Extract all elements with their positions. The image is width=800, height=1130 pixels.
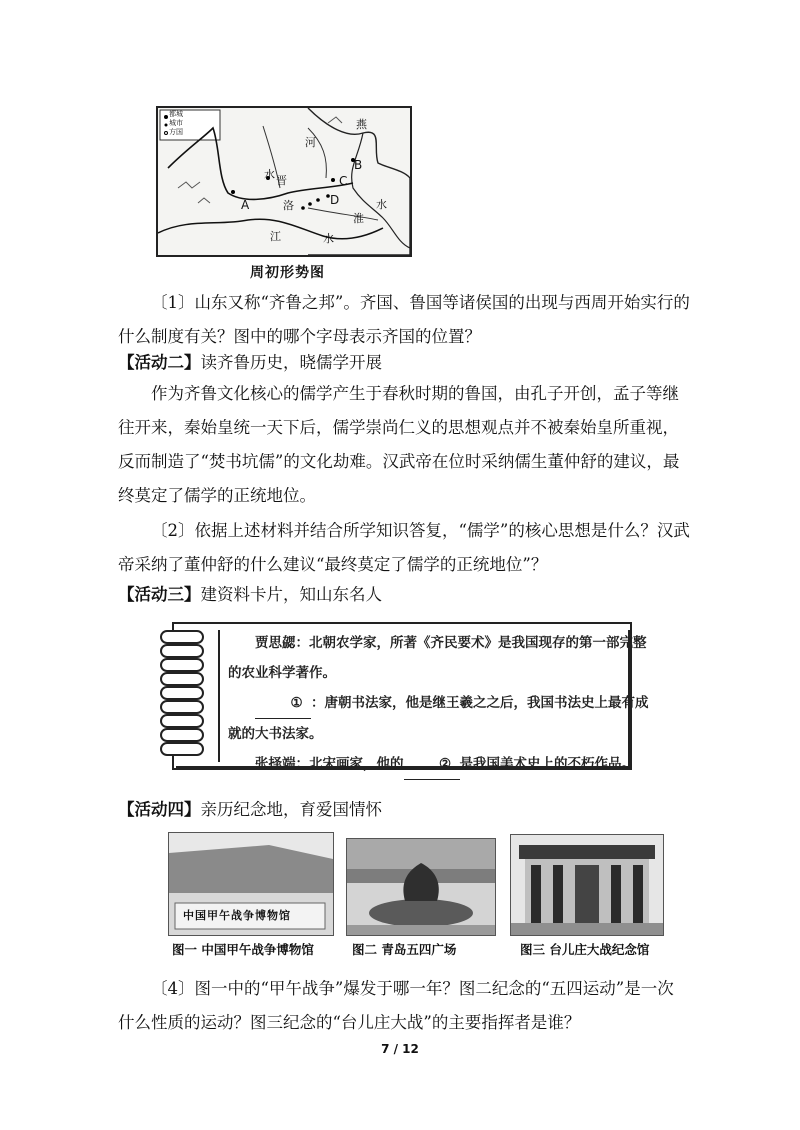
activity-3-heading [118, 581, 382, 605]
card-entry-tang [228, 688, 658, 749]
card-entry-tang-text: ：唐朝书法家，他是继王羲之之后，我国书法史上最有成就的大书法家。 [228, 695, 649, 742]
map-letter-c: C [339, 174, 348, 188]
activity-2-heading [118, 349, 382, 373]
ring-5 [160, 686, 204, 700]
map-legend-2: 城市 [169, 119, 183, 127]
ring-9 [160, 742, 204, 756]
map-label-he: 河 [305, 136, 316, 149]
map-label-shui2: 水 [323, 232, 334, 245]
ring-6 [160, 700, 204, 714]
activity-4-title: 亲历纪念地，育爱国情怀 [200, 800, 382, 819]
photo-2-caption: 图二 青岛五四广场 [352, 942, 457, 957]
blank-1[interactable]: ① [255, 688, 311, 719]
photo-1-caption: 图一 中国甲午战争博物馆 [172, 942, 314, 957]
photo-may-fourth-square [346, 838, 496, 936]
ring-2 [160, 644, 204, 658]
map-label-huai: 淮 [353, 212, 364, 225]
question-4: 〔4〕图一中的“甲午战争”爆发于哪一年？图二纪念的“五四运动”是一次什么性质的运动？图三纪念的“台儿庄大战”的主要指挥者是谁？ [118, 979, 674, 1032]
ring-7 [160, 714, 204, 728]
map-label-shui: 水 [264, 168, 275, 181]
map-label-yan: 燕 [356, 118, 367, 131]
photo-taierzhuang-memorial [510, 834, 664, 936]
photo-3-caption: 图三 台儿庄大战纪念馆 [520, 942, 650, 957]
map-label-jin: 晋 [276, 174, 287, 187]
map-caption: 周初形势图 [250, 265, 325, 281]
ring-3 [160, 658, 204, 672]
card-entry-zhang-b: 是我国美术史上的不朽作品。 [459, 756, 635, 772]
activity-4-bracket: 【活动四】 [118, 800, 201, 819]
card-entry-jia: 贾思勰：北朝农学家，所著《齐民要术》是我国现存的第一部完整的农业科学著作。 [228, 635, 647, 681]
photo-may-fourth-drawing [347, 839, 495, 935]
ring-8 [160, 728, 204, 742]
activity-2-bracket: 【活动二】 [118, 353, 201, 372]
zhou-map [156, 106, 412, 257]
map-legend-3: 方国 [169, 128, 183, 136]
map-legend-1: 都城 [169, 110, 183, 118]
map-letter-b: B [354, 158, 363, 172]
question-2: 〔2〕依据上述材料并结合所学知识答复，“儒学”的核心思想是什么？汉武帝采纳了董仲舒的什么建议“最终莫定了儒学的正统地位”？ [118, 521, 690, 574]
passage: 作为齐鲁文化核心的儒学产生于春秋时期的鲁国，由孔子开创，孟子等继往开来，秦始皇统一天下后，儒学崇尚仁义的思想观点并不被秦始皇所重视，反而制造了“焚书坑儒”的文化劫难。汉武帝在位时采纳儒生董仲舒的建议，最终莫定了儒学的正统地位。 [118, 384, 680, 505]
card-text [228, 628, 658, 780]
activity-3-bracket: 【活动三】 [118, 585, 201, 604]
museum-sign: 中国甲午战争博物馆 [183, 909, 291, 922]
map-label-shui3: 水 [376, 198, 387, 211]
map-label-jiang: 江 [270, 230, 281, 243]
activity-2-title: 读齐鲁历史，晓儒学开展 [200, 353, 382, 372]
blank-2[interactable]: ② [404, 749, 460, 780]
activity-3-title: 建资料卡片，知山东名人 [200, 585, 382, 604]
photo-taierzhuang-drawing [511, 835, 663, 935]
card-rings [160, 626, 210, 766]
map-letter-d: D [330, 193, 340, 207]
ring-1 [160, 630, 204, 644]
question-1: 〔1〕山东又称“齐鲁之邦”。齐国、鲁国等诸侯国的出现与西周开始实行的什么制度有关？图中的哪个字母表示齐国的位置？ [118, 293, 690, 346]
card-entry-zhang-a: 张择端：北宋画家，他的 [255, 756, 404, 772]
activity-4-heading [118, 796, 382, 820]
map-letter-a: A [241, 198, 250, 212]
page-number: 7 / 12 [381, 1042, 419, 1056]
map-label-luo: 洛 [283, 199, 294, 212]
photo-jiawu-museum [168, 832, 334, 936]
ring-4 [160, 672, 204, 686]
card-entry-zhang [228, 749, 658, 780]
card-divider [218, 630, 220, 762]
